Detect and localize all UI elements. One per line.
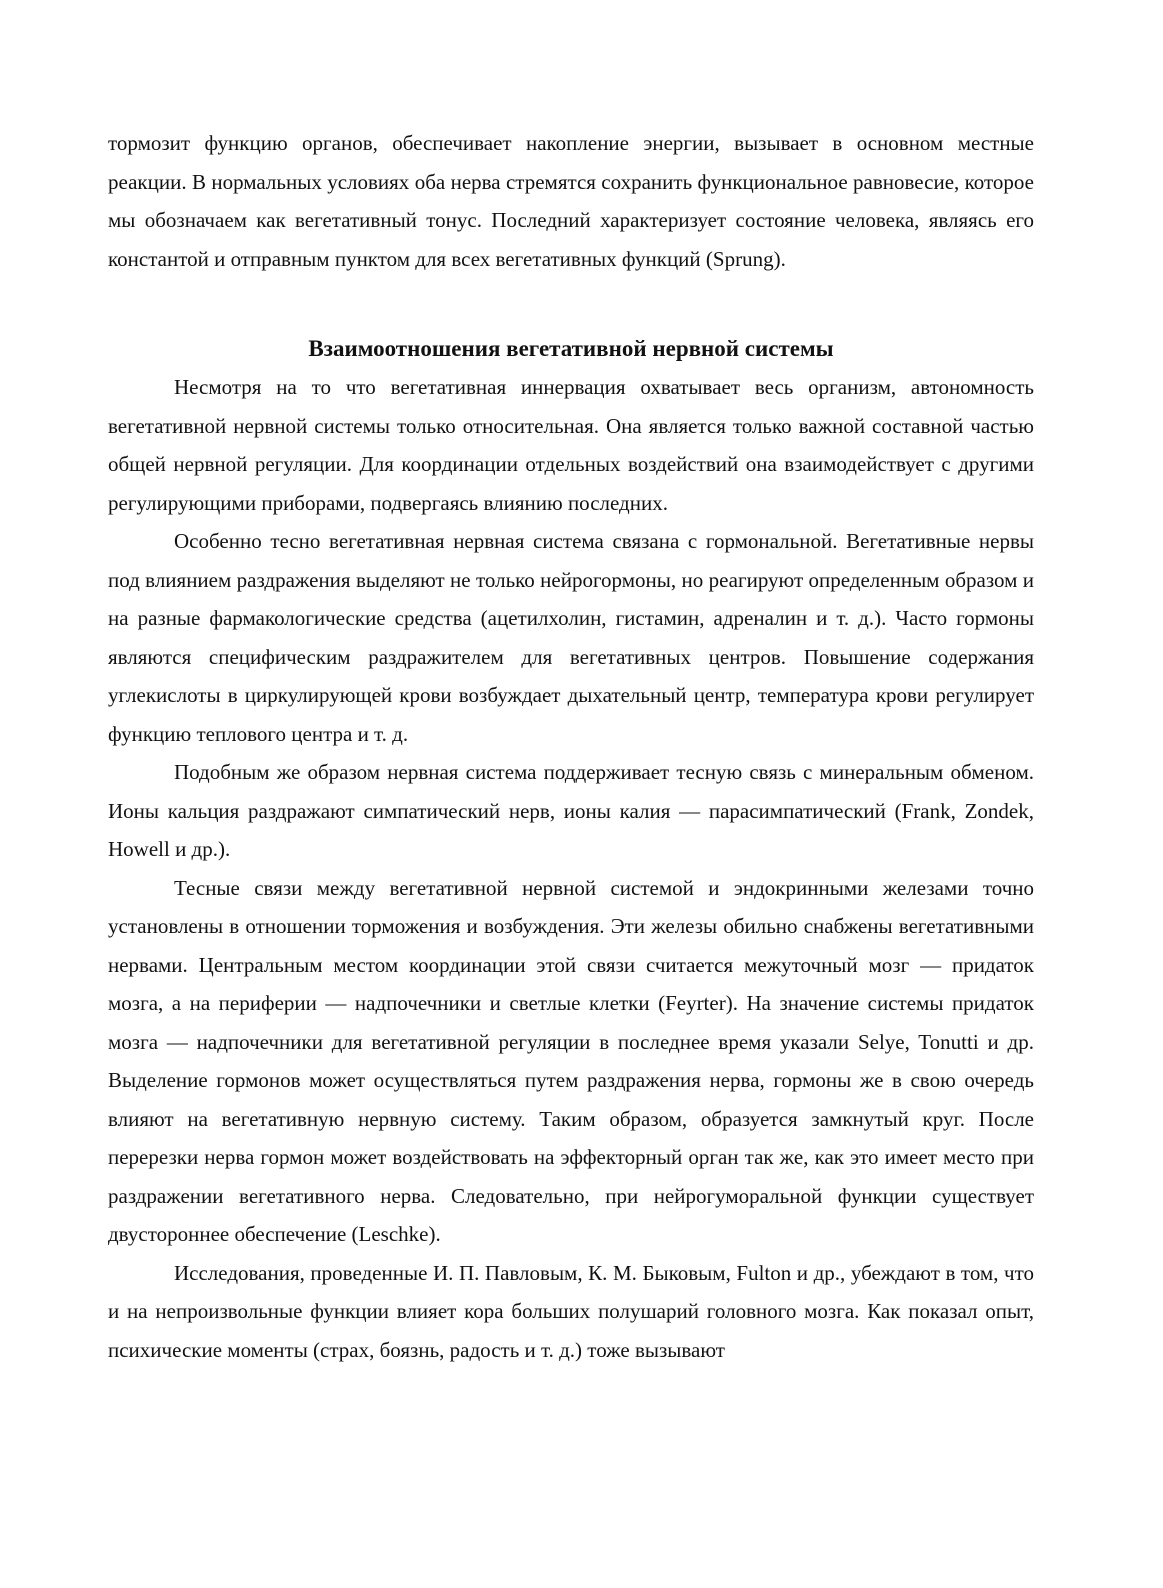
- intro-paragraph: тормозит функцию органов, обеспечивает накопление энергии, вызывает в основном местные реакции. В нормальных условиях оба нерва стремятся сохранить функциональное равновесие, которое мы обозначаем как вегетативный тонус. Последний характеризует состояние человека, являясь его константой и отправным пунктом для всех вегетативных функций (Sprung).: [108, 131, 1034, 271]
- body-paragraph: Тесные связи между вегетативной нервной системой и эндокринными железами точно установлены в отношении торможения и возбуждения. Эти железы обильно снабжены вегетативными нервами. Центральным местом координации этой связи считается межуточный мозг — придаток мозга, а на периферии — надпочечники и светлые клетки (Feyrter). На значение системы придаток мозга — надпочечники для вегетативной регуляции в последнее время указали Selye, Tonutti и др. Выделение гормонов может осуществляться путем раздражения нерва, гормоны же в свою очередь влияют на вегетативную нервную систему. Таким образом, образуется замкнутый круг. После перерезки нерва гормон может воздействовать на эффекторный орган так же, как это имеет место при раздражении вегетативного нерва. Следовательно, при нейрогуморальной функции существует двустороннее обеспечение (Leschke).: [108, 875, 1034, 1246]
- body-paragraph: Особенно тесно вегетативная нервная система связана с гормональной. Вегетативные нервы под влиянием раздражения выделяют не только нейрогормоны, но реагируют определенным образом и на разные фармакологические средства (ацетилхолин, гистамин, адреналин и т. д.). Часто гормоны являются специфическим раздражителем для вегетативных центров. Повышение содержания углекислоты в циркулирующей крови возбуждает дыхательный центр, температура крови регулирует функцию теплового центра и т. д.: [108, 529, 1034, 746]
- body-paragraph: Несмотря на то что вегетативная иннервация охватывает весь организм, автономность вегетативной нервной системы только относительная. Она является только важной составной частью общей нервной регуляции. Для координации отдельных воздействий она взаимодействует с другими регулирующими приборами, подвергаясь влиянию последних.: [108, 375, 1034, 515]
- section-heading: Взаимоотношения вегетативной нервной системы: [308, 336, 834, 361]
- body-paragraph: Исследования, проведенные И. П. Павловым, К. М. Быковым, Fulton и др., убеждают в том, что и на непроизвольные функции влияет кора больших полушарий головного мозга. Как показал опыт, психические моменты (страх, боязнь, радость и т. д.) тоже вызывают: [108, 1260, 1034, 1362]
- document-page: [108, 124, 1034, 1369]
- body-paragraph: Подобным же образом нервная система поддерживает тесную связь с минеральным обменом. Ионы кальция раздражают симпатический нерв, ионы калия — парасимпатический (Frank, Zondek, Howell и др.).: [108, 760, 1034, 861]
